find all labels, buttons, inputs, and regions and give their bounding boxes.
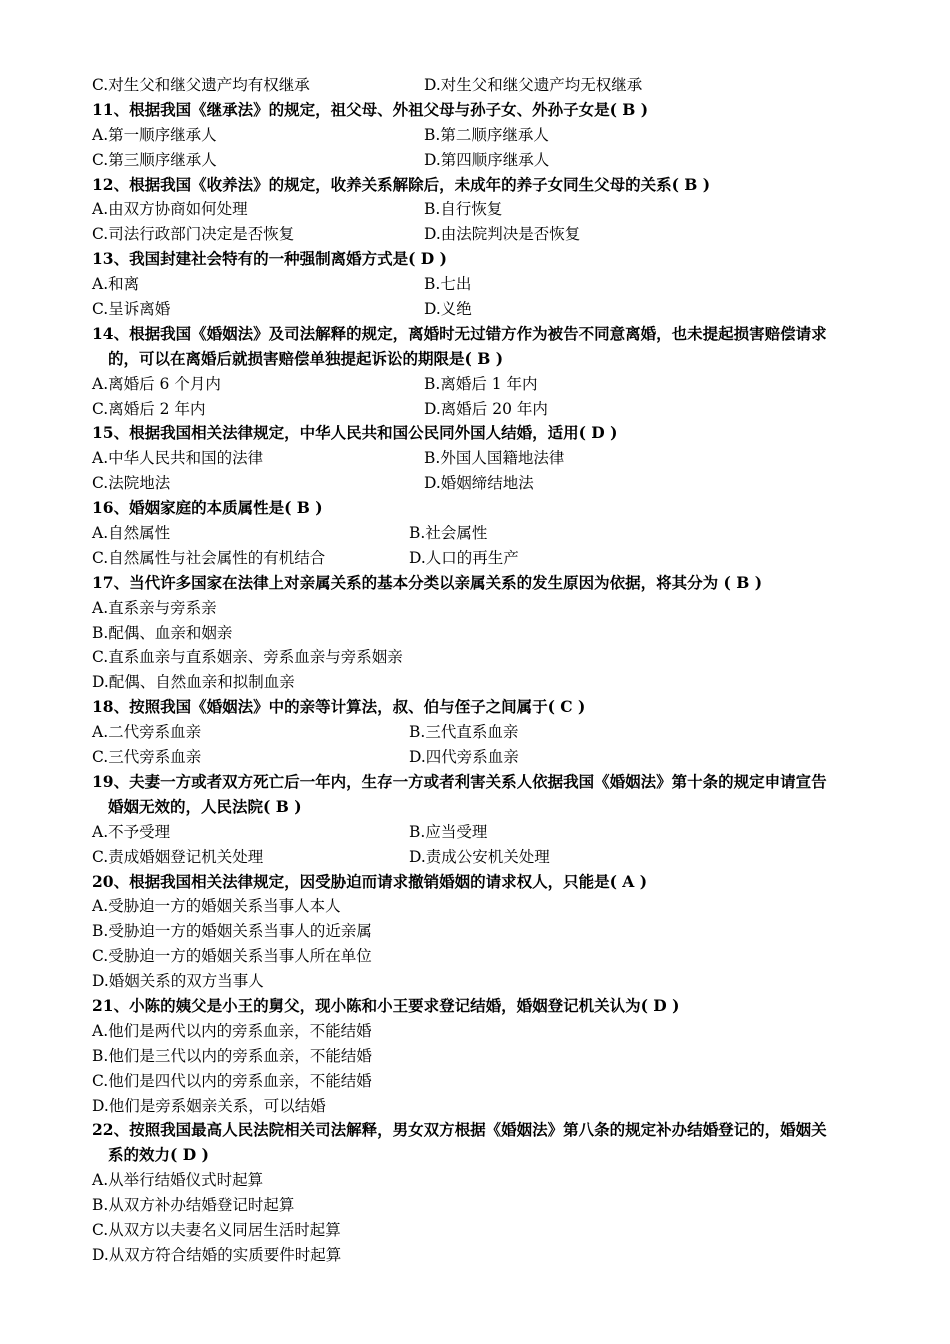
- answer-option: B.第二顺序继承人: [424, 125, 549, 144]
- answer-option: D.对生父和继父遗产均无权继承: [424, 76, 643, 94]
- answer-option: A.不予受理: [92, 822, 171, 841]
- answer-option-row: [0, 546, 950, 571]
- exam-document: [0, 73, 950, 1268]
- answer-option: A.和离: [92, 275, 140, 294]
- answer-option-row: [0, 123, 950, 148]
- answer-option: A.中华人民共和国的法律: [92, 449, 264, 468]
- answer-option-row: [0, 73, 950, 98]
- answer-option-row: [0, 222, 950, 247]
- answer-option: D.责成公安机关处理: [409, 847, 550, 866]
- answer-option: B.配偶、血亲和姻亲: [92, 623, 233, 642]
- question-text: 13、我国封建社会特有的一种强制离婚方式是( D ): [92, 249, 447, 269]
- answer-option-row: [0, 297, 950, 322]
- answer-option: B.三代直系血亲: [409, 723, 519, 742]
- question-text: 14、根据我国《婚姻法》及司法解释的规定，离婚时无过错方作为被告不同意离婚，也未提起损害赔偿请求: [92, 323, 827, 343]
- answer-option-row: [0, 521, 950, 546]
- answer-option-row: [0, 446, 950, 471]
- question-text: 15、根据我国相关法律规定，中华人民共和国公民同外国人结婚，适用( D ): [92, 423, 618, 443]
- question-text: 12、根据我国《收养法》的规定，收养关系解除后，未成年的养子女同生父母的关系( B ): [92, 174, 711, 194]
- question-text: 17、当代许多国家在法律上对亲属关系的基本分类以亲属关系的发生原因为依据，将其分为 ( B ): [92, 572, 763, 592]
- answer-option-row: [0, 745, 950, 770]
- answer-option: C.对生父和继父遗产均有权继承: [92, 76, 310, 94]
- answer-option: D.他们是旁系姻亲关系，可以结婚: [92, 1096, 326, 1115]
- answer-option: B.从双方补办结婚登记时起算: [92, 1196, 295, 1215]
- answer-option: A.二代旁系血亲: [92, 723, 202, 742]
- answer-option: B.受胁迫一方的婚姻关系当事人的近亲属: [92, 922, 372, 941]
- answer-option: D.四代旁系血亲: [409, 748, 519, 767]
- question-text: 18、按照我国《婚姻法》中的亲等计算法，叔、伯与侄子之间属于( C ): [92, 697, 586, 717]
- answer-option-row: [0, 820, 950, 845]
- answer-option: B.社会属性: [409, 524, 488, 543]
- answer-option: C.责成婚姻登记机关处理: [92, 847, 264, 866]
- answer-option: A.受胁迫一方的婚姻关系当事人本人: [92, 897, 341, 916]
- answer-option: B.应当受理: [409, 822, 488, 841]
- answer-option: C.三代旁系血亲: [92, 748, 202, 767]
- question-text: 19、夫妻一方或者双方死亡后一年内，生存一方或者利害关系人依据我国《婚姻法》第十条的规定申请宣告: [92, 771, 827, 791]
- answer-option: D.义绝: [424, 300, 472, 319]
- answer-option: C.直系血亲与直系姻亲、旁系血亲与旁系姻亲: [92, 648, 403, 667]
- answer-option: D.配偶、自然血亲和拟制血亲: [92, 673, 295, 692]
- answer-option: C.法院地法: [92, 474, 171, 493]
- answer-option: C.呈诉离婚: [92, 300, 171, 319]
- answer-option: C.离婚后 2 年内: [92, 399, 206, 418]
- answer-option: D.离婚后 20 年内: [424, 399, 548, 418]
- answer-option: D.人口的再生产: [409, 548, 519, 567]
- question-text: 22、按照我国最高人民法院相关司法解释，男女双方根据《婚姻法》第八条的规定补办结婚登记的，婚姻关: [92, 1120, 827, 1140]
- answer-option-row: [0, 720, 950, 745]
- answer-option: C.司法行政部门决定是否恢复: [92, 225, 295, 244]
- answer-option: B.外国人国籍地法律: [424, 449, 565, 468]
- question-text-continued: 的，可以在离婚后就损害赔偿单独提起诉讼的期限是( B ): [108, 348, 504, 368]
- question-text-continued: 婚姻无效的，人民法院( B ): [108, 796, 302, 816]
- answer-option: D.第四顺序继承人: [424, 150, 550, 169]
- answer-option-row: [0, 197, 950, 222]
- question-text-continued: 系的效力( D ): [108, 1145, 209, 1165]
- question-text: 21、小陈的姨父是小王的舅父，现小陈和小王要求登记结婚，婚姻登记机关认为( D ): [92, 995, 680, 1015]
- answer-option-row: [0, 372, 950, 397]
- answer-option-row: [0, 397, 950, 422]
- answer-option: B.他们是三代以内的旁系血亲，不能结婚: [92, 1046, 372, 1065]
- answer-option: B.离婚后 1 年内: [424, 374, 538, 393]
- question-text: 16、婚姻家庭的本质属性是( B ): [92, 498, 323, 518]
- answer-option: D.婚姻缔结地法: [424, 474, 534, 493]
- answer-option: C.受胁迫一方的婚姻关系当事人所在单位: [92, 947, 372, 966]
- answer-option: D.从双方符合结婚的实质要件时起算: [92, 1245, 342, 1264]
- answer-option: C.第三顺序继承人: [92, 150, 217, 169]
- answer-option: A.自然属性: [92, 524, 171, 543]
- answer-option-row: [0, 148, 950, 173]
- question-text: 11、根据我国《继承法》的规定，祖父母、外祖父母与孙子女、外孙子女是( B ): [92, 99, 649, 119]
- answer-option: B.七出: [424, 275, 472, 294]
- answer-option: D.由法院判决是否恢复: [424, 225, 581, 244]
- answer-option-row: [0, 845, 950, 870]
- answer-option: D.婚姻关系的双方当事人: [92, 972, 264, 991]
- answer-option-row: [0, 272, 950, 297]
- question-text: 20、根据我国相关法律规定，因受胁迫而请求撤销婚姻的请求权人，只能是( A ): [92, 871, 648, 891]
- answer-option: A.他们是两代以内的旁系血亲，不能结婚: [92, 1021, 372, 1040]
- answer-option: C.自然属性与社会属性的有机结合: [92, 548, 326, 567]
- answer-option: A.直系亲与旁系亲: [92, 598, 217, 617]
- answer-option: A.从举行结婚仪式时起算: [92, 1171, 264, 1190]
- answer-option: A.第一顺序继承人: [92, 125, 217, 144]
- answer-option-row: [0, 471, 950, 496]
- answer-option: C.他们是四代以内的旁系血亲，不能结婚: [92, 1071, 372, 1090]
- answer-option: A.由双方协商如何处理: [92, 200, 248, 219]
- answer-option: B.自行恢复: [424, 200, 503, 219]
- answer-option: C.从双方以夫妻名义同居生活时起算: [92, 1220, 341, 1239]
- answer-option: A.离婚后 6 个月内: [92, 374, 221, 393]
